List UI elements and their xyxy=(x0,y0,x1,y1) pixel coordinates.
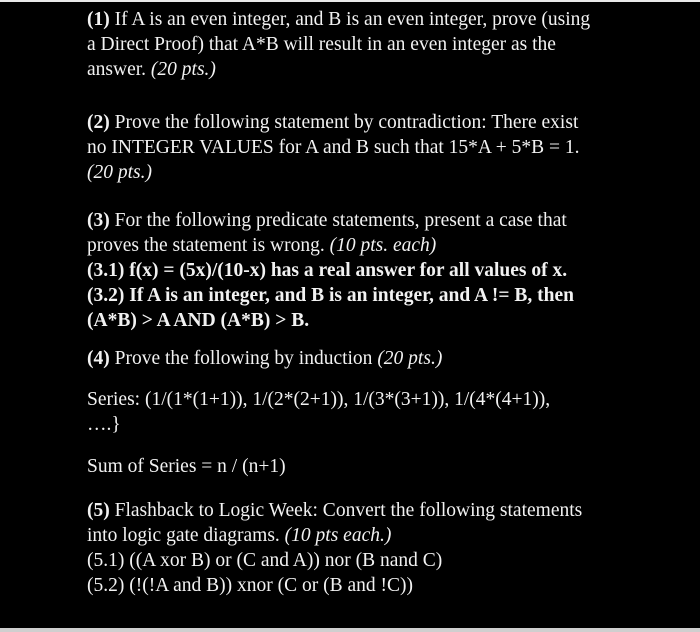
q4-sum: Sum of Series = n / (n+1) xyxy=(87,456,286,477)
q1-line2: a Direct Proof) that A*B will result in an even integer as the xyxy=(87,34,556,55)
question-3 xyxy=(87,208,574,333)
q3-points: (10 pts. each) xyxy=(329,235,437,256)
q3-sub2-line2: (A*B) > A AND (A*B) > B. xyxy=(87,310,310,331)
q5-points: (10 pts each.) xyxy=(284,525,392,546)
q5-sub2: (5.2) (!(!A and B)) xnor (C or (B and !C)) xyxy=(87,575,413,596)
question-2 xyxy=(87,110,580,185)
q4-series xyxy=(87,387,550,437)
question-4 xyxy=(87,346,442,371)
q5-label: (5) xyxy=(87,500,110,521)
q2-points: (20 pts.) xyxy=(87,162,152,183)
q3-sub1: (3.1) f(x) = (5x)/(10-x) has a real answer for all values of x. xyxy=(87,260,568,281)
q4-series-end: ….} xyxy=(87,414,121,435)
q1-label: (1) xyxy=(87,9,110,30)
q1-line3: answer. xyxy=(87,59,151,80)
q4-label: (4) xyxy=(87,348,110,369)
q4-series-prefix: Series: (1/(1*(1+1)), 1/(2*(2+1)), 1/(3*(3+1)), 1/(4*(4+1)), xyxy=(87,389,551,410)
q3-line2: proves the statement is wrong. xyxy=(87,235,330,256)
q5-line1: Flashback to Logic Week: Convert the following statements xyxy=(109,500,583,521)
question-5 xyxy=(87,498,582,598)
top-border xyxy=(0,0,700,2)
q5-sub1: (5.1) ((A xor B) or (C and A)) nor (B nand C) xyxy=(87,550,443,571)
q4-line1: Prove the following by induction xyxy=(109,348,378,369)
q2-line2: no INTEGER VALUES for A and B such that 15*A + 5*B = 1. xyxy=(87,137,580,158)
q5-line2: into logic gate diagrams. xyxy=(87,525,285,546)
q4-points: (20 pts.) xyxy=(377,348,443,369)
question-1 xyxy=(87,7,590,82)
bottom-border xyxy=(0,628,700,632)
q2-line1: Prove the following statement by contradiction: There exist xyxy=(109,112,579,133)
q3-label: (3) xyxy=(87,210,110,231)
q3-sub2-line1: (3.2) If A is an integer, and B is an integer, and A != B, then xyxy=(87,285,574,306)
q1-line1: If A is an even integer, and B is an even integer, prove (using xyxy=(109,9,591,30)
q3-line1: For the following predicate statements, present a case that xyxy=(109,210,567,231)
q2-label: (2) xyxy=(87,112,110,133)
q1-points: (20 pts.) xyxy=(150,59,216,80)
